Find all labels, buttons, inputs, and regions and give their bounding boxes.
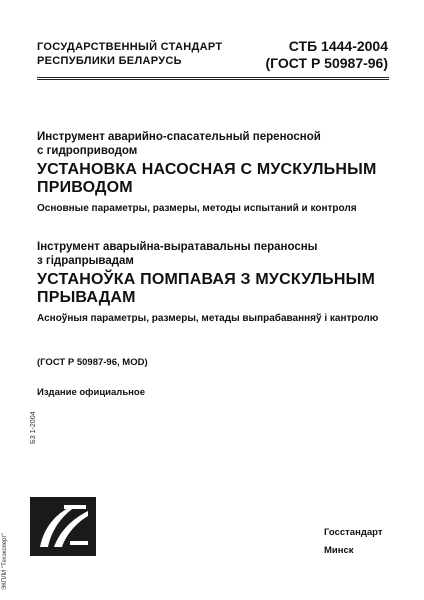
modification-note: (ГОСТ Р 50987-96, MOD): [37, 357, 148, 368]
vertical-code: БЗ 1-2004: [30, 411, 37, 444]
russian-description: Основные параметры, размеры, методы испытаний и контроля: [37, 203, 357, 214]
issuer-line-2: РЕСПУБЛИКИ БЕЛАРУСЬ: [37, 55, 182, 67]
belarusian-title-line-1: УСТАНОЎКА ПОМПАВАЯ З МУСКУЛЬНЫМ: [37, 271, 376, 288]
issuer-header: [37, 40, 222, 68]
belarusian-subtitle-line-2: з гідрапрывадам: [37, 255, 134, 267]
belarusian-description: Асноўныя параметры, размеры, метады выпрабаванняў і кантролю: [37, 313, 379, 324]
publisher-name: Госстандарт: [324, 527, 383, 538]
russian-title-line-2: ПРИВОДОМ: [37, 179, 133, 196]
belarusian-title-block: [37, 240, 397, 325]
edition-note: Издание официальное: [37, 387, 145, 398]
logo-bar-top: [64, 505, 86, 509]
russian-subtitle-line-1: Инструмент аварийно-спасательный переносной: [37, 131, 321, 143]
standard-equivalent-code: (ГОСТ Р 50987-96): [265, 55, 388, 71]
header-divider-top: [37, 77, 389, 78]
standard-number: [265, 38, 388, 72]
logo-bar-bottom: [70, 541, 88, 545]
russian-title-line-1: УСТАНОВКА НАСОСНАЯ С МУСКУЛЬНЫМ: [37, 161, 377, 178]
belarusian-subtitle-line-1: Інструмент аварыйна-выратавальны пераносны: [37, 241, 318, 253]
vertical-watermark: ЭКПЛИ "Техэксперт": [2, 532, 8, 590]
issuer-line-1: ГОСУДАРСТВЕННЫЙ СТАНДАРТ: [37, 41, 223, 53]
stb-logo: [30, 497, 96, 556]
standard-code: СТБ 1444-2004: [288, 38, 388, 54]
logo-background: [30, 497, 96, 556]
publisher-city: Минск: [324, 545, 354, 556]
belarusian-title-line-2: ПРЫВАДАМ: [37, 289, 136, 306]
header-divider-bottom: [37, 79, 389, 80]
russian-subtitle-line-2: с гидроприводом: [37, 145, 138, 157]
russian-title-block: [37, 130, 397, 215]
